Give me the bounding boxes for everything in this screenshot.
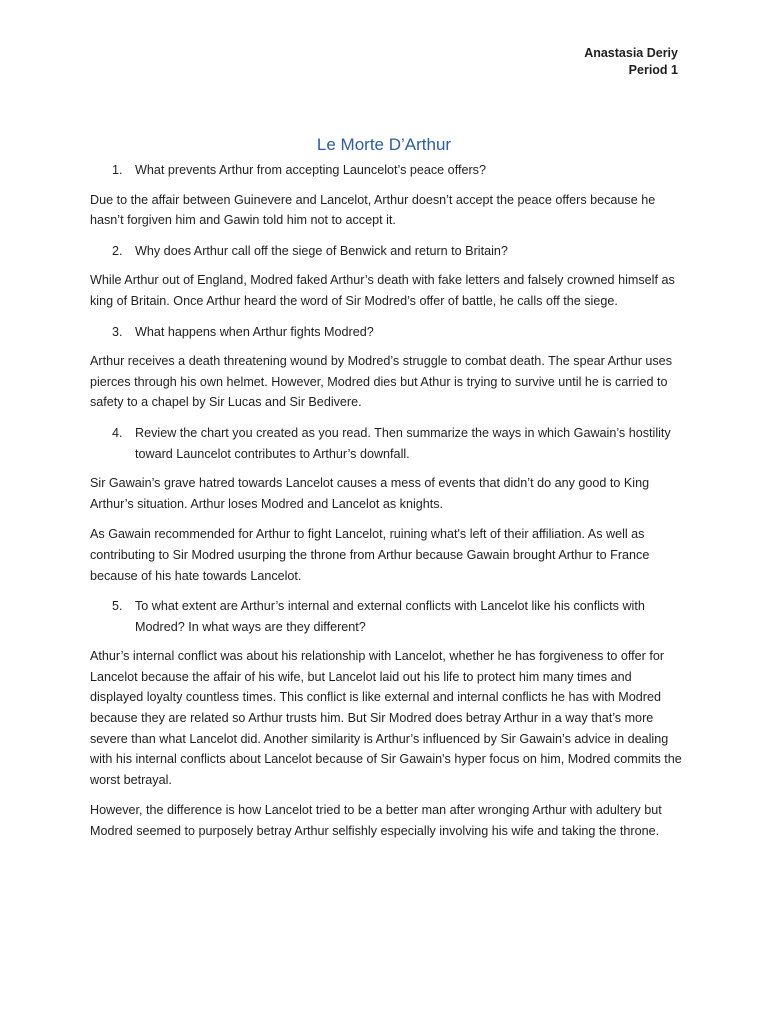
answer-paragraph: While Arthur out of England, Modred faked Arthur’s death with fake letters and falsely crowned himself as king of Britain. Once Arthur heard the word of Sir Modred’s offer of battle, he calls off the siege. [90,273,675,308]
question-number: 1. [112,163,123,177]
document-title: Le Morte D’Arthur [316,135,452,154]
header-block [584,45,678,79]
answer-paragraph: However, the difference is how Lancelot tried to be a better man after wronging Arthur with adultery but Modred seemed to purposely betray Arthur selfishly especially involving his wife and taking the throne. [90,803,662,839]
question-2 [90,241,682,262]
answer-paragraph: Athur’s internal conflict was about his relationship with Lancelot, whether he has forgiveness to offer for Lancelot because the affair of his wife, but Lancelot laid out his life to protect him many times and displayed loyalty countless times. This conflict is like external and internal conflicts he has with Modred because they are related so Arthur trusts him. But Sir Modred does betray Arthur in a way that’s more severe than what Lancelot did. Another similarity is Arthur’s influenced by Sir Gawain’s advice in dealing with his internal conflicts about Lancelot because of Sir Gawain's hyper focus on him, Modred commits the worst betrayal. [90,649,682,787]
question-number: 5. [112,599,123,614]
answer-paragraph: As Gawain recommended for Arthur to fight Lancelot, ruining what's left of their affiliation. As well as contributing to Sir Modred usurping the throne from Arthur because Gawain brought Arthur to France because of his hate towards Lancelot. [90,527,650,583]
question-text: To what extent are Arthur’s internal and external conflicts with Lancelot like his conflicts with Modred? In what ways are they different? [135,599,645,634]
class-period: Period 1 [628,63,678,77]
question-3 [90,322,682,343]
author-name: Anastasia Deriy [584,46,678,60]
question-text: What happens when Arthur fights Modred? [135,324,374,339]
question-text: Why does Arthur call off the siege of Benwick and return to Britain? [135,243,508,258]
question-4 [90,423,682,464]
answer-paragraph: Arthur receives a death threatening wound by Modred’s struggle to combat death. The spear Arthur uses pierces through his own helmet. However, Modred dies but Athur is trying to survive until he is carried to safety to a chapel by Sir Lucas and Sir Bedivere. [90,354,672,410]
answer-paragraph: Due to the affair between Guinevere and Lancelot, Arthur doesn’t accept the peace offers because he hasn’t forgiven him and Gawin told him not to accept it. [90,192,656,228]
question-number: 4. [112,425,123,440]
document-body [90,160,682,852]
question-number: 2. [112,243,123,258]
question-5 [90,596,682,637]
question-text: Review the chart you created as you read. Then summarize the ways in which Gawain’s hostility toward Launcelot contributes to Arthur’s downfall. [135,425,671,461]
question-1 [90,160,682,181]
question-text: What prevents Arthur from accepting Launcelot’s peace offers? [135,163,486,177]
answer-paragraph: Sir Gawain’s grave hatred towards Lancelot causes a mess of events that didn’t do any good to King Arthur’s situation. Arthur loses Modred and Lancelot as knights. [90,476,650,511]
question-number: 3. [112,324,123,339]
